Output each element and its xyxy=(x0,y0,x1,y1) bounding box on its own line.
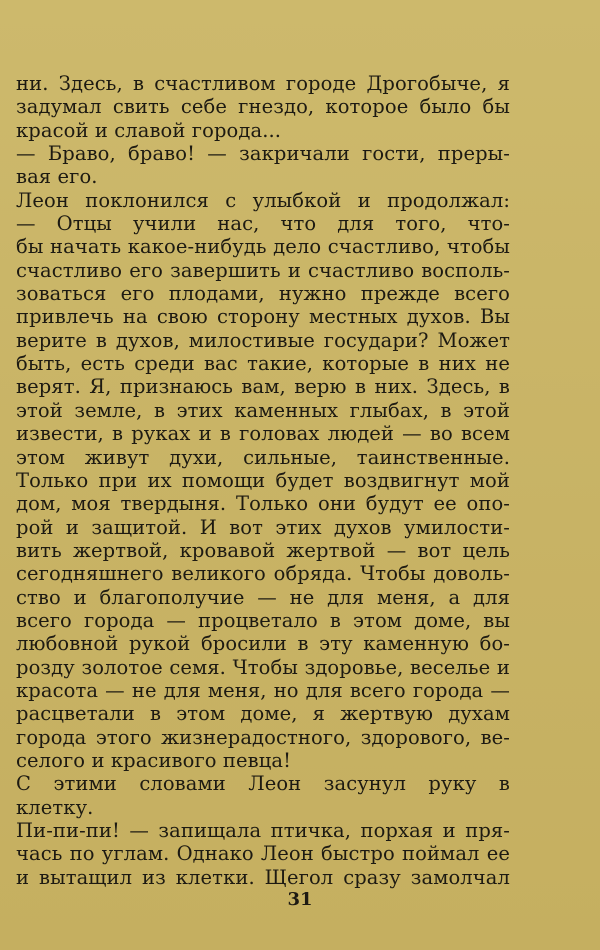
text-line: всего города — процветало в этом доме, вы xyxy=(16,608,510,632)
text-line: клетку. xyxy=(16,795,94,819)
text-line: — Браво, браво! — закричали гости, преры- xyxy=(16,142,510,166)
text-line: города этого жизнерадостного, здорового, ве- xyxy=(16,725,510,749)
text-line: зоваться его плодами, нужно прежде всего xyxy=(16,282,510,306)
text-line: вить жертвой, кровавой жертвой — вот цель xyxy=(16,538,510,562)
text-line: Только при их помощи будет воздвигнут мой xyxy=(16,468,510,492)
text-line: расцветали в этом доме, я жертвую духам xyxy=(16,702,510,726)
text-line: — Отцы учили нас, что для того, что- xyxy=(16,212,510,236)
text-line: извести, в руках и в головах людей — во всем xyxy=(16,422,510,446)
text-line: сегодняшнего великого обряда. Чтобы доволь- xyxy=(16,562,510,586)
page-number: 31 xyxy=(287,889,313,910)
text-line: этой земле, в этих каменных глыбах, в этой xyxy=(16,398,510,422)
text-line: красота — не для меня, но для всего города — xyxy=(16,678,510,702)
text-line: счастливо его завершить и счастливо восполь- xyxy=(16,258,510,282)
text-line: розду золотое семя. Чтобы здоровье, веселье и xyxy=(16,655,510,679)
text-line: С этими словами Леон засунул руку в xyxy=(16,772,510,796)
text-line: чась по углам. Однако Леон быстро поймал ее xyxy=(16,842,510,866)
text-line: селого и красивого певца! xyxy=(16,748,292,772)
text-line: верят. Я, признаюсь вам, верю в них. Здесь, в xyxy=(16,375,510,399)
text-line: красой и славой города... xyxy=(16,118,282,142)
text-line: и вытащил из клетки. Щегол сразу замолчал xyxy=(16,865,510,889)
text-line: Леон поклонился с улыбкой и продолжал: xyxy=(16,188,510,212)
text-line: ство и благополучие — не для меня, а для xyxy=(16,585,510,609)
text-line: бы начать какое-нибудь дело счастливо, чтобы xyxy=(16,235,510,259)
text-line: вая его. xyxy=(16,165,98,189)
text-line: быть, есть среди вас такие, которые в них не xyxy=(16,352,510,376)
text-line: привлечь на свою сторону местных духов. Вы xyxy=(16,305,510,329)
text-line: любовной рукой бросили в эту каменную бо- xyxy=(16,632,510,656)
text-line: этом живут духи, сильные, таинственные. xyxy=(16,445,510,469)
text-line: Пи-пи-пи! — запищала птичка, порхая и пря- xyxy=(16,819,510,842)
text-line: ни. Здесь, в счастливом городе Дрогобыче, я xyxy=(16,72,510,95)
page-text xyxy=(16,72,510,889)
text-line: рой и защитой. И вот этих духов умилости- xyxy=(16,515,510,539)
text-line: задумал свить себе гнездо, которое было бы xyxy=(16,95,510,119)
text-line: верите в духов, милостивые государи? Может xyxy=(16,328,510,352)
text-line: дом, моя твердыня. Только они будут ее опо- xyxy=(16,492,510,516)
